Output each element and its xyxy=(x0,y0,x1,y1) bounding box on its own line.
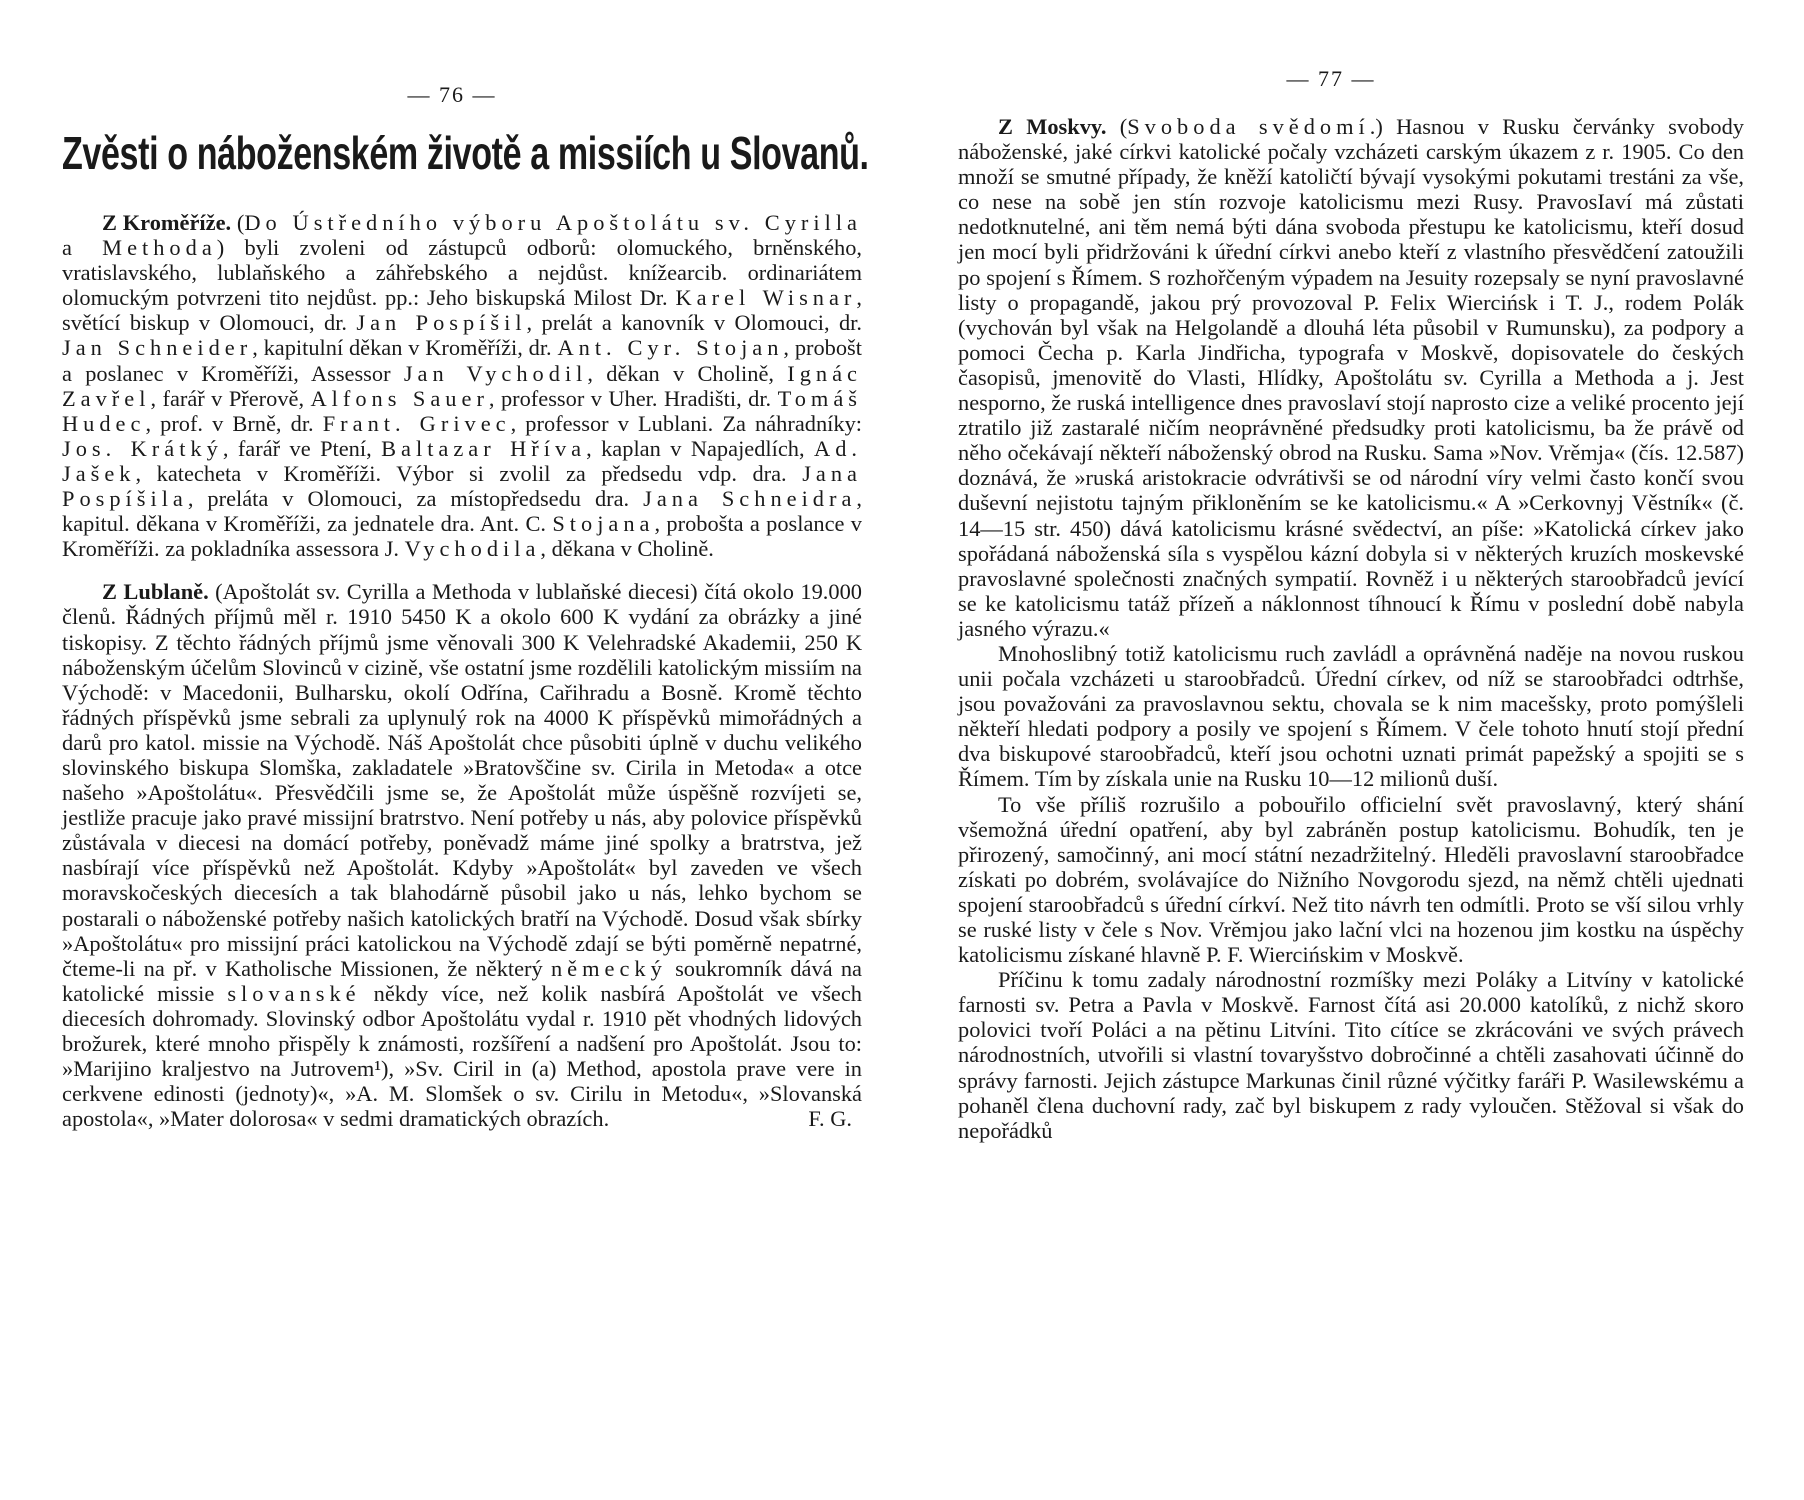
spaced-name: Frant. Grivec xyxy=(322,410,511,436)
text-run: , probošt a poslanec v Kroměříži, Assessor xyxy=(62,335,862,386)
text-run: , farář ve Ptení, xyxy=(222,435,382,461)
spaced-name: Karel Wisnar xyxy=(675,285,857,311)
spaced-name: Jan Vychodil xyxy=(403,360,588,386)
paragraph-lublan xyxy=(62,579,862,1131)
spaced-name: Baltazar Hříva xyxy=(381,435,587,461)
text-run: .) Hasnou v Rusku červánky svobody náboženské, jaké církvi katolické počaly vzcházeti carským úkazem z r. 1905. Co den množí se smutné případy, že kněží katoličtí bývají vysokými pokutami trestáni za vše, co nese na sobě jen stín rozvoje katolicismu mezi Rusy. PravosIaví má zůstati nedotknutelné, ani těm nemá býti dána svoboda přestupu ke katolicismu, kteří dosud jen mocí byli přidržováni k úřední církvi anebo kteří z vlastního přesvědčení zatoužili po spojení s Římem. S rozhořčeným výpadem na Jesuity rozepsaly se nyní pravoslavné listy o propagandě, jakou prý provozoval P. Felix Wiercińsk i T. J., rodem Polák (vychován byl však na Helgolandě a dlouhá léta působil v Rumunsku), za podpory a pomoci Čecha p. Karla Jindřicha, typografa v Moskvě, dopisovatele do českých časopisů, jmenovitě do Vlasti, Hlídky, Apoštolátu sv. Cyrilla a Methoda a j. Jest nesporno, že ruská intelligence dnes pravoslaví stojí naprosto cize a veliké procento její ztratilo již zastaralé ničím neoprávněné předsudky proti katolicismu, ba že právě od něho očekávají někteří náboženský obrod na Rusku. Sama »Nov. Vrěmja« (čís. 12.587) doznává, že »ruská aristokracie odvrátivši se od národní víry velmi často končí svou duševní nejistotu tajným přikloněním se ke katolicismu.« A »Cerkovnyj Věstník« (č. 14—15 str. 450) dává katolicismu krásné svědectví, an píše: »Katolická církev jako spořádaná náboženská síla s vyspělou kázní dobyla si v některých kruzích moskevské pravoslavné společnosti značných sympatií. Rovněž i u některých staroobřadců jevící se ke katolicismu tatáž přízeň a náklonnost tíhnoucí k Římu v poslední době nabyla jasného výrazu.« xyxy=(958,114,1744,641)
spaced-name: Alfons Sauer xyxy=(310,385,489,411)
text-run: , kapitul. děkana v Kroměříži, za jednatele dra. Ant. C. xyxy=(62,486,862,537)
spaced-text: slovanské xyxy=(227,980,361,1006)
text-run: , probošta a poslance v Kroměříži. za pokladníka assessora J. xyxy=(62,511,862,562)
right-text-column xyxy=(958,114,1744,1143)
spaced-name: Vychodila xyxy=(404,536,541,562)
text-run: ) byli zvoleni od zástupců odborů: olomuckého, brněnského, vratislavského, lublaňského a záhřebského a nejdůst. knížearcib. ordinariátem olomuckým potvrzeni tito nejdůst. pp.: Jeho biskupská Milost Dr. xyxy=(62,235,862,311)
article-title: Zvěsti o náboženském životě a missiích u Slovanů. xyxy=(62,127,869,179)
spaced-text: Do Ústředního výboru Apoštolátu sv. Cyrilla a Methoda xyxy=(62,210,862,261)
text-run: , děkana v Cholině. xyxy=(540,536,714,562)
spaced-name: Ignác Zavřel xyxy=(62,360,862,411)
page-number: — 77 — xyxy=(1286,66,1376,91)
text-run: soukromník dává na katolické missie xyxy=(62,955,862,1006)
spaced-name: Jos. Krátký xyxy=(62,435,223,461)
text-run: ( xyxy=(1106,114,1128,139)
spaced-name: Jan Pospíšil xyxy=(356,310,527,336)
text-run: , prelát a kanovník v Olomouci, dr. xyxy=(526,310,862,336)
spaced-text: Svoboda svědomí xyxy=(1127,114,1370,139)
right-page xyxy=(902,0,1804,1500)
text-run: , kaplan v Napajedlích, xyxy=(586,435,815,461)
paragraph-lead: Z Moskvy. xyxy=(998,114,1107,139)
spaced-name: Jan Schneider xyxy=(62,335,253,361)
paragraph-kromeriz xyxy=(62,210,862,561)
spaced-name: Ant. Cyr. Stojan xyxy=(557,335,784,361)
text-run: , katecheta v Kroměříži. Výbor si zvolil za předsedu vdp. dra. xyxy=(135,460,803,486)
spaced-name: Jana Pospíšila xyxy=(62,460,862,512)
paragraph-lead: Z Lublaně. xyxy=(102,579,209,605)
spaced-name: Ad. Jašek xyxy=(62,435,862,486)
paragraph: Příčinu k tomu zadaly národnostní rozmíšky mezi Poláky a Litvíny v katolické farnosti sv. Petra a Pavla v Moskvě. Farnost čítá asi 20.000 katolíků, z nichž skoro polovici tvoří Poláci a na pětinu Litvíni. Tito cítíce se zkrácováni ve svých právech národnostních, utvořili si vlastní tovaryšstvo dobročinné a chtěli zasahovati účinně do správy farnosti. Jejich zástupce Markunas činil různé výčitky faráři P. Wasilewskému a pohaněl člena duchovní rady, zač byl biskupem z rady vyloučen. Stěžoval si však do nepořádků xyxy=(958,967,1744,1143)
page-number: — 76 — xyxy=(407,82,497,107)
text-run: (Apoštolát sv. Cyrilla a Methoda v lublaňské diecesi) čítá okolo 19.000 členů. Řádných příjmů měl r. 1910 5450 K a okolo 600 K vydání za obrázky a jiné tiskopisy. Z těchto řádných příjmů jsme věnovali 300 K Velehradské Akademii, 250 K náboženským účelům Slovinců v cizině, vše ostatní jsme rozdělili katolickým missiím na Východě: v Macedonii, Bulharsku, okolí Odřína, Cařihradu a Bosně. Kromě těchto řádných příspěvků jsme sebrali za uplynulý rok na 4000 K příspěvků mimořádných a darů pro katol. missie na Východě. Náš Apoštolát chce působiti úplně v duchu velikého slovinského biskupa Slomška, zakladatele »Bratovščine sv. Cirila in Metoda« a otce našeho »Apoštolátu«. Přesvědčili jsme se, že Apoštolát může úspěšně rozvíjeti se, jestliže pracuje jako pravé missijní bratrstvo. Není potřeby u nás, aby polovice příspěvků zůstávala v diecesi na domácí potřeby, poněvadž máme jiné spolky a bratrstva, jež nasbírají více příspěvků než Apoštolát. Kdyby »Apoštolát« byl zaveden ve všech moravskočeských diecesích a tak blahodárně působil jako u nás, lehko bychom se postarali o náboženské potřeby našich katolických bratří na Východě. Dosud však sbírky »Apoštolátu« pro missijní práci katolickou na Východě zdají se býti poměrně nepatrné, čteme-li na př. v Katholische Missionen, že některý xyxy=(62,579,862,981)
left-text-column xyxy=(62,210,862,1131)
author-signature: F. G. xyxy=(808,1106,852,1132)
text-run: , professor v Uher. Hradišti, dr. xyxy=(488,385,778,411)
spaced-name: Stojana xyxy=(552,511,655,537)
paragraph: Mnohoslibný totiž katolicismu ruch zavládl a oprávněná naděje na novou ruskou unii počala vzcházeti u staroobřadců. Úřední církev, od níž se staroobřadci odtrhše, jsou považováni za pravoslavnou sektu, chovala se k nim macešsky, proto pomýšleli někteří hledati podpory a posily ve spojení s Římem. V čele tohoto hnutí stojí přední dva biskupové staroobřadců, kteří jsou ochotni uznati primát papežský a spojiti se s Římem. Tím by získala unie na Rusku 10—12 milionů duší. xyxy=(958,640,1744,792)
text-run: , děkan v Cholině, xyxy=(587,360,788,386)
text-run: , professor v Lublani. Za náhradníky: xyxy=(510,410,862,436)
spaced-text: německý xyxy=(550,955,667,981)
spaced-name: Tomáš Hudec xyxy=(62,385,862,436)
text-run: , světící biskup v Olomouci, dr. xyxy=(62,285,862,336)
text-run: ( xyxy=(231,210,245,235)
text-run: , preláta v Olomouci, za místopředsedu dra. xyxy=(187,486,644,512)
spaced-name: Jana Schneidra xyxy=(643,486,857,512)
text-run: někdy více, než kolik nasbírá Apoštolát ve všech diecesích dohromady. Slovinský odbor Apoštolátu vydal r. 1910 pět vhodných lidových brožurek, které mnoho přispěly k známosti, rozšíření a nadšení pro Apoštolát. Jsou to: »Marijino kraljestvo na Jutrovem¹), »Sv. Ciril in (a) Method, apostola prave vere in cerkvene edinosti (jednoty)«, »A. M. Slomšek o sv. Cirilu in Metodu«, »Slovanská apostola«, »Mater dolorosa« v sedmi dramatických obrazích. xyxy=(62,980,862,1132)
text-run: , farář v Přerově, xyxy=(150,385,311,411)
text-run: , kapitulní děkan v Kroměříži, dr. xyxy=(252,335,558,361)
paragraph-lead: Z Kroměříže. xyxy=(102,210,232,235)
paragraph: To vše příliš rozrušilo a pobouřilo officielní svět pravoslavný, který shání všemožná úřední opatření, aby byl zabráněn postup katolicismu. Bohudík, ten je přirozený, samočinný, ani mocí státní nezadržitelný. Hleděli pravoslavní staroobřadce získati po dobrém, svolávajíce do Nižního Novgorodu sjezd, na němž chtěli ujednati spojení staroobřadců s úřední církví. Než tito návrh ten odmítli. Proto se vší silou vrhly se ruské listy v čele s Nov. Vrěmjou jako lační vlci na hozenou jim kostku na úspěchy katolicismu získané hlavně P. F. Wiercińskim v Moskvě. xyxy=(958,791,1744,968)
text-run: , prof. v Brně, dr. xyxy=(145,410,323,436)
paragraph-moskva xyxy=(958,114,1744,641)
